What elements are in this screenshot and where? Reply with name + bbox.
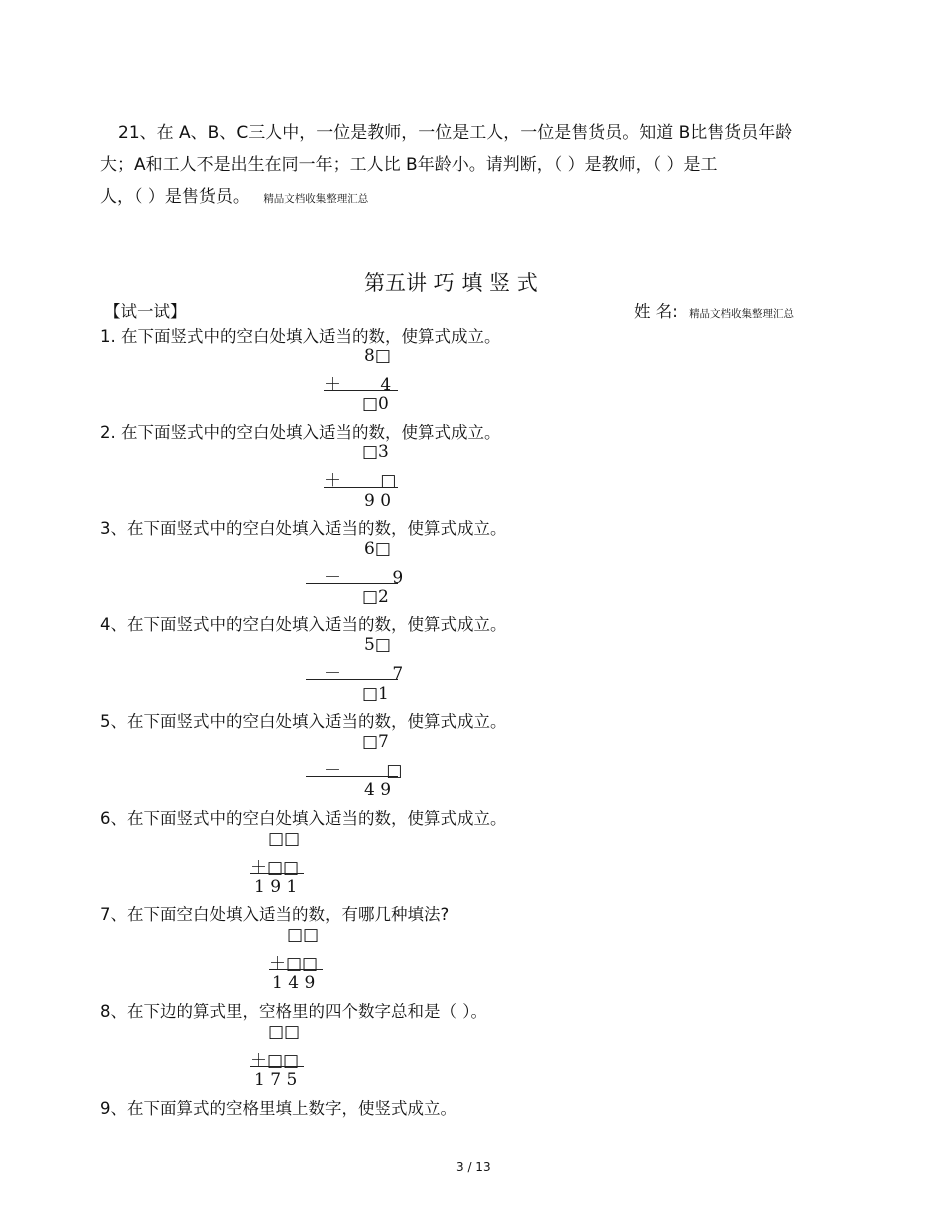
- problem-3-operator-row: － 9: [324, 568, 404, 588]
- problem-2-result: 9 0: [364, 491, 392, 511]
- problem-6-top: □□: [268, 829, 301, 849]
- problem-4-rule: [306, 679, 398, 680]
- problem-2-text: 2. 在下面竖式中的空白处填入适当的数，使算式成立。: [100, 423, 501, 442]
- problem-5-text: 5、在下面竖式中的空白处填入适当的数，使算式成立。: [100, 712, 507, 731]
- problem-5-rule: [306, 776, 398, 777]
- problem-1-rule: [324, 390, 398, 391]
- problem-8-result: 1 7 5: [254, 1070, 298, 1090]
- problem-4-result: □1: [362, 684, 389, 704]
- problem-8-text: 8、在下边的算式里，空格里的四个数字总和是（ ）。: [100, 1002, 487, 1021]
- problem-6-result: 1 9 1: [254, 877, 298, 897]
- problem-8-top: □□: [268, 1022, 301, 1042]
- problem-5-result: 4 9: [364, 780, 392, 800]
- problem-6-operator-row: ＋□□: [250, 858, 300, 878]
- problem-4-top: 5□: [364, 635, 391, 655]
- name-label: 姓 名:: [634, 302, 678, 321]
- name-watermark: 精品文档收集整理汇总: [689, 308, 795, 320]
- problem-3-text: 3、在下面竖式中的空白处填入适当的数，使算式成立。: [100, 519, 507, 538]
- problem-5-operator-row: － □: [324, 761, 403, 781]
- problem-3-rule: [306, 583, 398, 584]
- q21-line1: 21、在 A、B、C三人中，一位是教师，一位是工人，一位是售货员。知道 B比售货员年龄: [118, 123, 793, 143]
- lecture-title: 第五讲 巧 填 竖 式: [364, 271, 538, 295]
- q21-line3: [100, 182, 368, 207]
- problem-8-operator-row: ＋□□: [250, 1051, 300, 1071]
- problem-7-top: □□: [287, 925, 320, 945]
- problem-1-operator-row: ＋ 4: [324, 375, 392, 395]
- problem-7-operator-row: ＋□□: [269, 954, 319, 974]
- problem-7-text: 7、在下面空白处填入适当的数，有哪几种填法?: [100, 905, 450, 924]
- problem-2-top: □3: [362, 442, 389, 462]
- problem-8-rule: [250, 1066, 304, 1067]
- q21-line2: 大；A和工人不是出生在同一年；工人比 B年龄小。请判断，（ ）是教师，（ ）是工: [100, 155, 718, 175]
- problem-3-top: 6□: [364, 539, 391, 559]
- problem-4-text: 4、在下面竖式中的空白处填入适当的数，使算式成立。: [100, 615, 507, 634]
- problem-1-top: 8□: [364, 346, 391, 366]
- problem-1-result: □0: [362, 394, 389, 414]
- problem-6-rule: [250, 873, 304, 874]
- problem-2-rule: [324, 487, 398, 488]
- problem-5-top: □7: [362, 732, 389, 752]
- q21-line3-text: 人，（ ）是售货员。: [100, 187, 250, 207]
- problem-7-rule: [269, 969, 323, 970]
- problem-9-text: 9、在下面算式的空格里填上数字，使竖式成立。: [100, 1099, 457, 1118]
- q21-watermark: 精品文档收集整理汇总: [263, 193, 369, 205]
- problem-7-result: 1 4 9: [272, 973, 316, 993]
- problem-3-result: □2: [362, 587, 389, 607]
- problem-6-text: 6、在下面竖式中的空白处填入适当的数，使算式成立。: [100, 809, 507, 828]
- page-number: 3 / 13: [456, 1160, 491, 1174]
- problem-4-operator-row: － 7: [324, 664, 404, 684]
- problem-1-text: 1. 在下面竖式中的空白处填入适当的数，使算式成立。: [100, 327, 501, 346]
- section-label: 【试一试】: [104, 302, 187, 321]
- problem-2-operator-row: ＋ □: [324, 471, 397, 491]
- name-field-label: [634, 298, 794, 322]
